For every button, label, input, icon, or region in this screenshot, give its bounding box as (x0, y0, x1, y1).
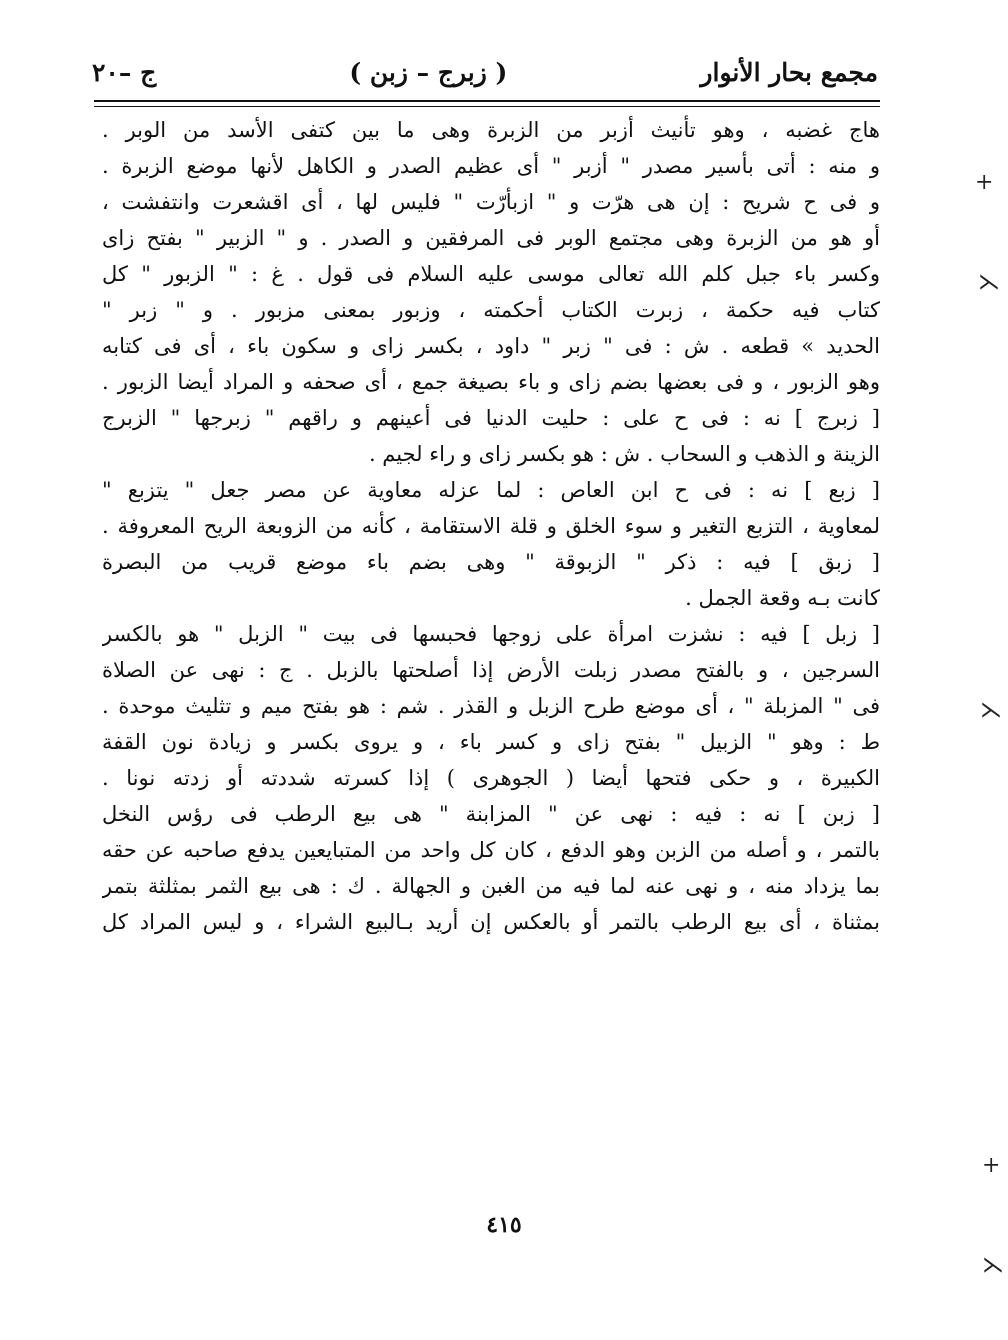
margin-mark: ⋌ (978, 270, 1000, 295)
margin-mark: + (975, 170, 994, 195)
text-line: الحديد » قطعه . ش : فى " زبر " داود ، بكسر زاى و سكون باء ، أى فى كتابه (102, 334, 880, 358)
margin-mark: + (982, 1153, 1001, 1178)
text-line: السرجين ، و بالفتح مصدر زبلت الأرض إذا أصلحتها بالزبل . ج : نهى عن الصلاة (102, 658, 880, 682)
running-header (92, 52, 878, 92)
text-line: كانت بـه وقعة الجمل . (685, 586, 880, 610)
entry-zabraj: [ زبرج ] نه : فى ح على : حليت الدنيا فى أعينهم و راقهم " زبرجها " الزبرج (102, 406, 880, 430)
body-text (102, 112, 880, 940)
entry-zab-a: [ زبع ] نه : فى ح ابن العاص : لما عزله معاوية عن مصر جعل " يتزبع " (102, 478, 880, 502)
volume-number: ج –٢٠ (92, 57, 157, 87)
text-line: الزينة و الذهب و السحاب . ش : هو بكسر زاى و راء لجيم . (368, 442, 880, 466)
text-line: ط : وهو " الزبيل " بفتح زاى و كسر باء ، و يروى بكسر و زيادة نون القفة (102, 730, 880, 754)
text-line: فى " المزبلة " ، أى موضع طرح الزبل و القذر . شم : هو بفتح ميم و تثليث موحدة . (102, 694, 880, 718)
text-line: بما يزداد منه ، و نهى عنه لما فيه من الغبن و الجهالة . ك : هى بيع الثمر بمثلثة بتمر (102, 874, 880, 898)
text-line: وهو الزبور ، و فى بعضها بضم زاى و باء بصيغة جمع ، أى صحفه و المراد أيضا الزبور . (102, 370, 880, 394)
page-number: ٤١٥ (486, 1212, 522, 1238)
margin-mark: ⋌ (982, 1253, 1004, 1278)
entry-zabal: [ زبل ] فيه : نشزت امرأة على زوجها فحبسها فى بيت " الزبل " هو بالكسر (102, 622, 880, 646)
entry-zabaq: [ زبق ] فيه : ذكر " الزبوقة " وهى بضم باء موضع قريب من البصرة (102, 550, 880, 574)
text-line: و فى ح شريح : إن هى هرّت و " ازبأرّت " فليس لها ، أى اقشعرت وانتفشت ، (102, 190, 880, 214)
header-rule-thick (94, 100, 880, 102)
text-line: وكسر باء جبل كلم الله تعالى موسى عليه السلام فى قول . غ : " الزبور " كل (102, 262, 880, 286)
entry-range: ( زبرج – زبن ) (349, 57, 508, 87)
text-line: بمثناة ، أى بيع الرطب بالتمر أو بالعكس إن أريد بـالبيع الشراء ، و ليس المراد كل (102, 910, 880, 934)
text-line: بالتمر ، و أصله من الزبن وهو الدفع ، كان كل واحد من المتبايعين يدفع صاحبه عن حقه (102, 838, 880, 862)
header-rule-thin (94, 106, 880, 107)
margin-mark: ⋌ (980, 698, 1002, 723)
book-title: مجمع بحار الأنوار (700, 57, 878, 87)
text-line: أو هو من الزبرة وهى مجتمع الوبر فى المرفقين و الصدر . و " الزبير " بفتح زاى (102, 226, 880, 250)
text-line: الكبيرة ، و حكى فتحها أيضا ( الجوهرى ) إذا كسرته شددته أو زدته نونا . (102, 766, 880, 790)
text-line: لمعاوية ، التزبع التغير و سوء الخلق و قلة الاستقامة ، كأنه من الزوبعة الريح المعروفة . (102, 514, 880, 538)
text-line: هاج غضبه ، وهو تأنيث أزبر من الزبرة وهى ما بين كتفى الأسد من الوبر . (102, 118, 880, 142)
entry-zaban: [ زبن ] نه : فيه : نهى عن " المزابنة " هى بيع الرطب فى رؤس النخل (102, 802, 880, 826)
text-line: كتاب فيه حكمة ، زبرت الكتاب أحكمته ، وزبور بمعنى مزبور . و " زبر " (102, 298, 880, 322)
text-line: و منه : أتى بأسير مصدر " أزبر " أى عظيم الصدر و الكاهل لأنها موضع الزبرة . (102, 154, 880, 178)
